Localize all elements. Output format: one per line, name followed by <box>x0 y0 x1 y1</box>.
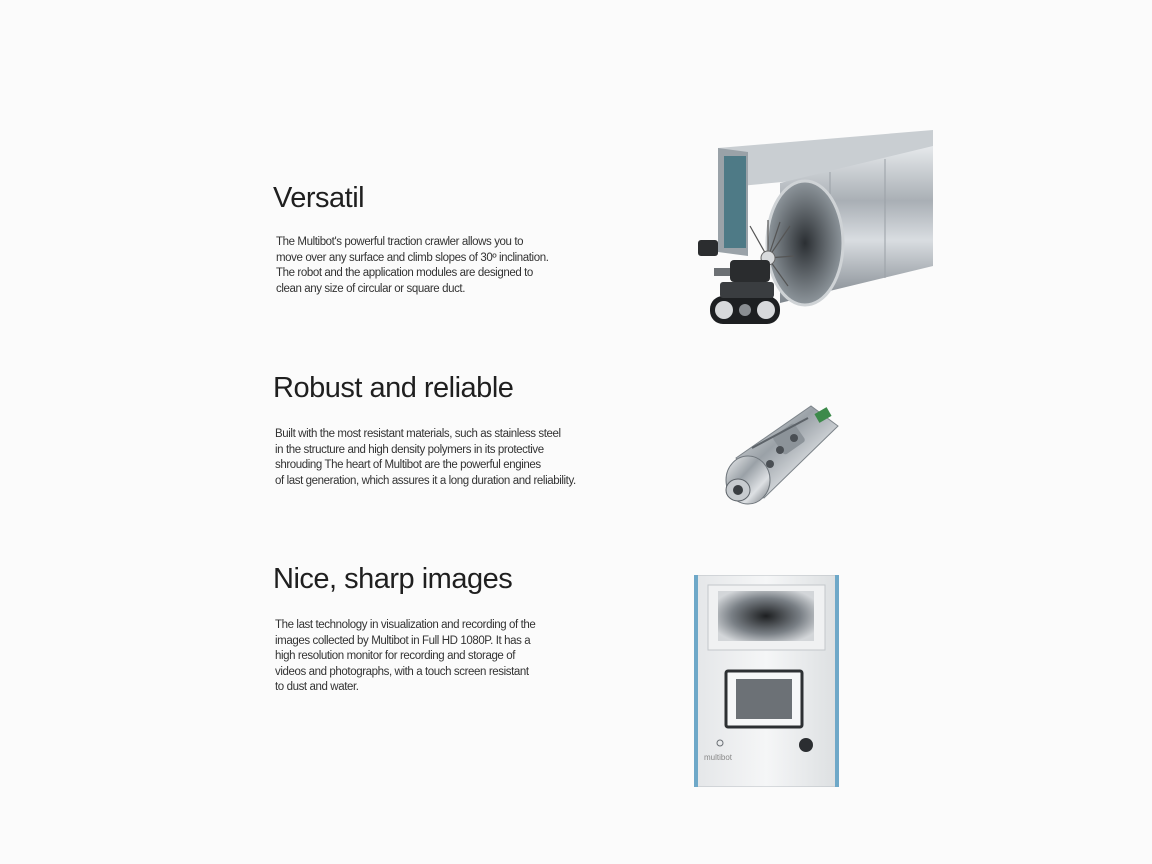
description-line: The last technology in visualization and recording of the <box>275 619 536 631</box>
duct-cleaning-robot-image <box>690 128 935 338</box>
section-robust <box>273 372 653 489</box>
description-line: clean any size of circular or square duct. <box>276 282 466 295</box>
section-title: Nice, sharp images <box>273 563 513 595</box>
section-title: Robust and reliable <box>273 372 514 404</box>
console-brand-label: multibot <box>704 753 733 762</box>
control-console-image <box>694 575 839 787</box>
section-title: Versatil <box>273 182 365 214</box>
description-line: to dust and water. <box>275 681 359 693</box>
description-line: The robot and the application modules are designed to <box>276 267 533 279</box>
description-line: of last generation, which assures it a long duration and reliability. <box>275 474 576 487</box>
description-line: The Multibot's powerful traction crawler allows you to <box>276 236 524 248</box>
section-versatil <box>273 182 653 297</box>
description-line: in the structure and high density polymers in its protective <box>275 443 544 456</box>
section-description <box>275 618 653 696</box>
section-description <box>276 235 653 297</box>
description-line: Built with the most resistant materials, such as stainless steel <box>275 428 561 440</box>
description-line: images collected by Multibot in Full HD 1080P. It has a <box>275 634 531 647</box>
description-line: shrouding The heart of Multibot are the powerful engines <box>275 459 541 471</box>
description-line: high resolution monitor for recording and storage of <box>275 650 516 662</box>
description-line: videos and photographs, with a touch screen resistant <box>275 665 529 678</box>
section-description <box>275 427 653 489</box>
section-images <box>273 563 653 696</box>
engine-motor-image <box>716 398 846 518</box>
description-line: move over any surface and climb slopes of 30º inclination. <box>276 251 549 264</box>
